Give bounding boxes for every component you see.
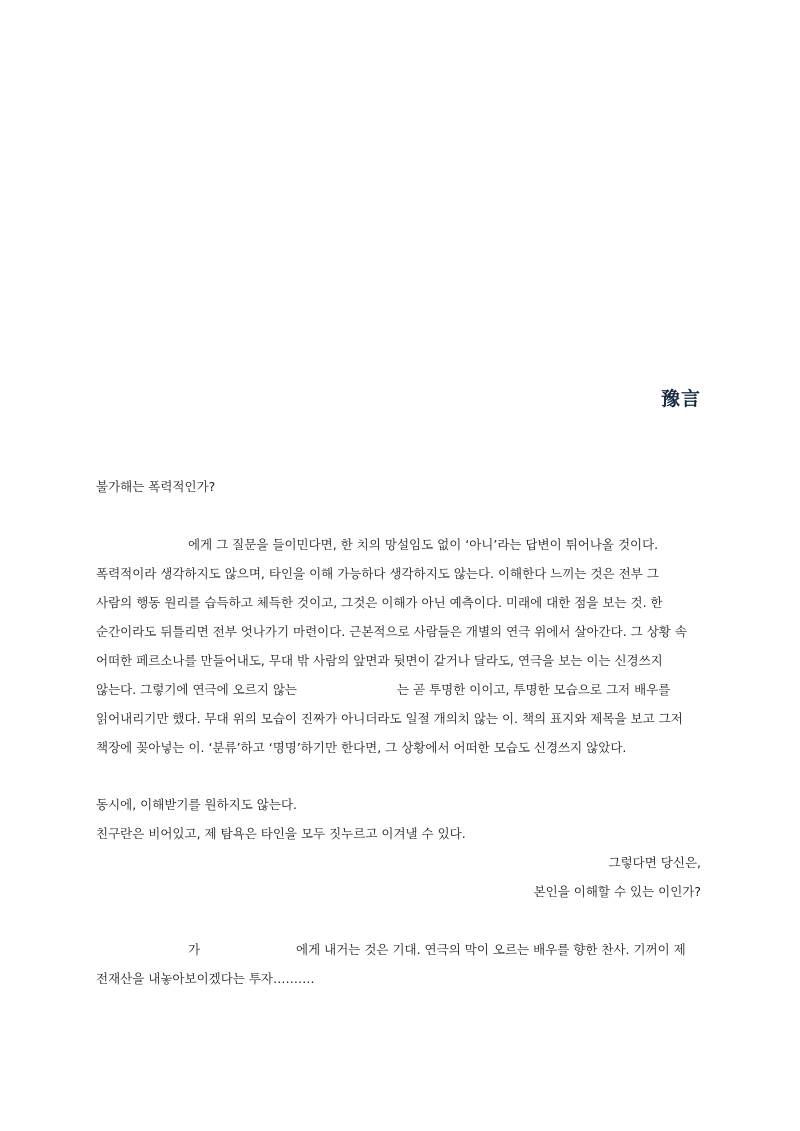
paragraph3-line2: 전재산을 내놓아보이겠다는 투자………. bbox=[96, 971, 315, 986]
opening-question: 불가해는 폭력적인가? bbox=[96, 479, 216, 494]
paragraph3-line1-end: 에게 내거는 것은 기대. 연극의 막이 오르는 배우를 향한 찬사. 기꺼이 제 bbox=[296, 942, 686, 957]
paragraph3-line1-start: 가 bbox=[188, 942, 201, 957]
paragraph1-line8: 책장에 꽂아넣는 이. ‘분류’하고 ‘명명’하기만 한다면, 그 상황에서 어떠한 모습도 신경쓰지 않았다. bbox=[96, 740, 627, 755]
paragraph2-line4: 본인을 이해할 수 있는 이인가? bbox=[533, 884, 701, 899]
paragraph1-line1: 에게 그 질문을 들이민다면, 한 치의 망설임도 없이 ‘아니’라는 답변이 튀어나올 것이다. bbox=[188, 537, 659, 552]
paragraph2-line3: 그렇다면 당신은, bbox=[608, 855, 701, 870]
paragraph1-line5: 어떠한 페르소나를 만들어내도, 무대 밖 사람의 앞면과 뒷면이 같거나 달라도, 연극을 보는 이는 신경쓰지 bbox=[96, 653, 663, 668]
document-title: 豫言 bbox=[660, 388, 701, 410]
paragraph1-line2: 폭력적이라 생각하지도 않으며, 타인을 이해 가능하다 생각하지도 않는다. 이해한다 느끼는 것은 전부 그 bbox=[96, 566, 659, 581]
paragraph1-line6-start: 않는다. 그렇기에 연극에 오르지 않는 bbox=[96, 682, 297, 697]
paragraph2-line1: 동시에, 이해받기를 원하지도 않는다. bbox=[96, 797, 297, 812]
paragraph1-line4: 순간이라도 뒤틀리면 전부 엇나가기 마련이다. 근본적으로 사람들은 개별의 연극 위에서 살아간다. 그 상황 속 bbox=[96, 624, 687, 639]
paragraph1-line3: 사람의 행동 원리를 습득하고 체득한 것이고, 그것은 이해가 아닌 예측이다. 미래에 대한 점을 보는 것. 한 bbox=[96, 595, 663, 610]
paragraph1-line7: 읽어내리기만 했다. 무대 위의 모습이 진짜가 아니더라도 일절 개의치 않는 이. 책의 표지와 제목을 보고 그저 bbox=[96, 711, 683, 726]
paragraph2-line2: 친구란은 비어있고, 제 탐욕은 타인을 모두 짓누르고 이겨낼 수 있다. bbox=[96, 826, 466, 841]
paragraph1-line6-end: 는 곧 투명한 이이고, 투명한 모습으로 그저 배우를 bbox=[397, 682, 671, 697]
